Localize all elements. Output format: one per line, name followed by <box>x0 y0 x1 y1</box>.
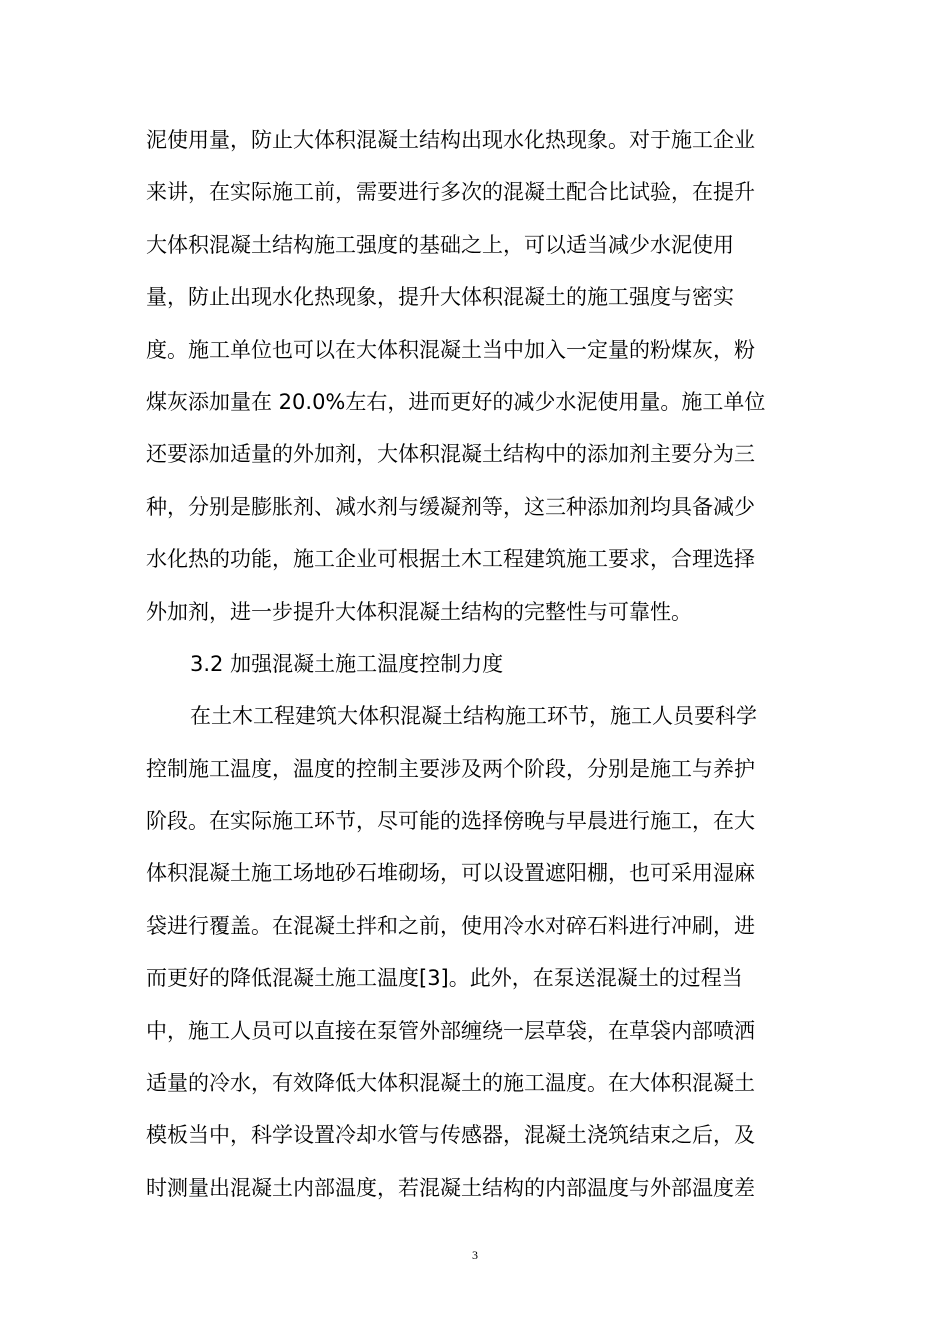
page-number: 3 <box>472 1248 478 1262</box>
paragraph-line: 模板当中，科学设置冷却水管与传感器，混凝土浇筑结束之后，及 <box>146 1123 755 1148</box>
paragraph-line: 泥使用量，防止大体积混凝土结构出现水化热现象。对于施工企业 <box>146 128 755 152</box>
paragraph-line: 来讲，在实际施工前，需要进行多次的混凝土配合比试验，在提升 <box>146 180 755 205</box>
body-text <box>146 114 796 1214</box>
paragraph-line: 度。施工单位也可以在大体积混凝土当中加入一定量的粉煤灰，粉 <box>146 337 755 362</box>
paragraph-line: 外加剂，进一步提升大体积混凝土结构的完整性与可靠性。 <box>146 599 692 624</box>
paragraph-line: 时测量出混凝土内部温度，若混凝土结构的内部温度与外部温度差 <box>146 1175 755 1200</box>
paragraph-line: 控制施工温度，温度的控制主要涉及两个阶段，分别是施工与养护 <box>146 756 755 781</box>
paragraph-line: 而更好的降低混凝土施工温度[3]。此外，在泵送混凝土的过程当 <box>146 966 743 991</box>
paragraph-line: 煤灰添加量在 20.0%左右，进而更好的减少水泥使用量。施工单位 <box>146 389 766 414</box>
paragraph-line: 中，施工人员可以直接在泵管外部缠绕一层草袋，在草袋内部喷洒 <box>146 1018 755 1043</box>
paragraph-line: 水化热的功能，施工企业可根据土木工程建筑施工要求，合理选择 <box>146 547 755 572</box>
paragraph-line: 适量的冷水，有效降低大体积混凝土的施工温度。在大体积混凝土 <box>146 1071 755 1096</box>
paragraph-line: 体积混凝土施工场地砂石堆砌场，可以设置遮阳棚，也可采用湿麻 <box>146 861 755 886</box>
paragraph-line: 大体积混凝土结构施工强度的基础之上，可以适当减少水泥使用 <box>146 232 734 257</box>
section-heading: 3.2 加强混凝土施工温度控制力度 <box>190 651 504 676</box>
paragraph-line: 阶段。在实际施工环节，尽可能的选择傍晚与早晨进行施工，在大 <box>146 809 755 834</box>
paragraph-line: 在土木工程建筑大体积混凝土结构施工环节，施工人员要科学 <box>190 704 757 729</box>
paragraph-line: 袋进行覆盖。在混凝土拌和之前，使用冷水对碎石料进行冲刷，进 <box>146 913 755 938</box>
paragraph-line: 还要添加适量的外加剂，大体积混凝土结构中的添加剂主要分为三 <box>146 442 755 467</box>
paragraph-line: 量，防止出现水化热现象，提升大体积混凝土的施工强度与密实 <box>146 285 734 310</box>
paragraph-line: 种，分别是膨胀剂、减水剂与缓凝剂等，这三种添加剂均具备减少 <box>146 494 755 519</box>
